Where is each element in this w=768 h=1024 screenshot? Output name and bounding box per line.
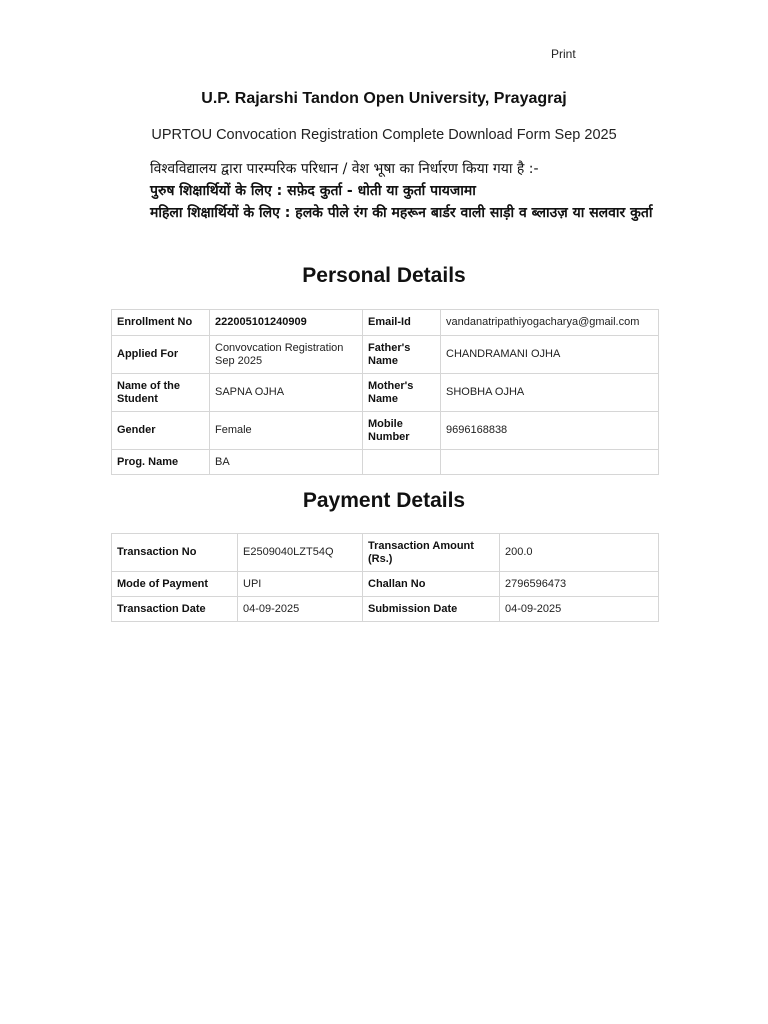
father-name-label: Father's Name — [363, 336, 441, 374]
payment-details-table — [111, 533, 659, 622]
university-title: U.P. Rajarshi Tandon Open University, Prayagraj — [201, 90, 567, 107]
payment-mode-label: Mode of Payment — [112, 572, 238, 597]
dress-code-female: महिला शिक्षार्थियों के लिए : हलके पीले रंग की महरून बार्डर वाली साड़ी व ब्लाउज़ या सलवार कुर्ता — [150, 205, 653, 221]
applied-for-value: Convovcation Registration Sep 2025 — [210, 336, 363, 374]
enrollment-label: Enrollment No — [112, 310, 210, 336]
mother-name-value: SHOBHA OJHA — [441, 374, 659, 412]
dress-code-intro: विश्वविद्यालय द्वारा पारम्परिक परिधान / वेश भूषा का निर्धारण किया गया है :- — [150, 161, 539, 177]
print-link[interactable]: Print — [551, 47, 576, 61]
table-row — [112, 597, 659, 622]
email-value: vandanatripathiyogacharya@gmail.com — [441, 310, 659, 336]
submission-date-label: Submission Date — [363, 597, 500, 622]
prog-name-label: Prog. Name — [112, 450, 210, 475]
father-name-value: CHANDRAMANI OJHA — [441, 336, 659, 374]
mobile-value: 9696168838 — [441, 412, 659, 450]
dress-code-male: पुरुष शिक्षार्थियों के लिए : सफ़ेद कुर्ता - धोती या कुर्ता पायजामा — [150, 183, 476, 199]
table-row — [112, 336, 659, 374]
student-name-label: Name of the Student — [112, 374, 210, 412]
challan-no-label: Challan No — [363, 572, 500, 597]
transaction-date-label: Transaction Date — [112, 597, 238, 622]
mother-name-label: Mother's Name — [363, 374, 441, 412]
applied-for-label: Applied For — [112, 336, 210, 374]
form-subtitle: UPRTOU Convocation Registration Complete Download Form Sep 2025 — [151, 127, 617, 143]
student-name-value: SAPNA OJHA — [210, 374, 363, 412]
prog-name-value: BA — [210, 450, 363, 475]
email-label: Email-Id — [363, 310, 441, 336]
personal-details-heading: Personal Details — [302, 264, 466, 287]
personal-details-table — [111, 309, 659, 475]
transaction-no-label: Transaction No — [112, 534, 238, 572]
transaction-date-value: 04-09-2025 — [238, 597, 363, 622]
table-row — [112, 374, 659, 412]
payment-mode-value: UPI — [238, 572, 363, 597]
submission-date-value: 04-09-2025 — [500, 597, 659, 622]
table-row — [112, 450, 659, 475]
table-row — [112, 412, 659, 450]
empty-cell — [441, 450, 659, 475]
table-row — [112, 572, 659, 597]
challan-no-value: 2796596473 — [500, 572, 659, 597]
gender-value: Female — [210, 412, 363, 450]
mobile-label: Mobile Number — [363, 412, 441, 450]
enrollment-value: 222005101240909 — [210, 310, 363, 336]
dress-code-note — [150, 158, 670, 224]
empty-cell — [363, 450, 441, 475]
gender-label: Gender — [112, 412, 210, 450]
table-row — [112, 310, 659, 336]
transaction-no-value: E2509040LZT54Q — [238, 534, 363, 572]
transaction-amount-label: Transaction Amount (Rs.) — [363, 534, 500, 572]
payment-details-heading: Payment Details — [302, 489, 466, 512]
table-row — [112, 534, 659, 572]
transaction-amount-value: 200.0 — [500, 534, 659, 572]
